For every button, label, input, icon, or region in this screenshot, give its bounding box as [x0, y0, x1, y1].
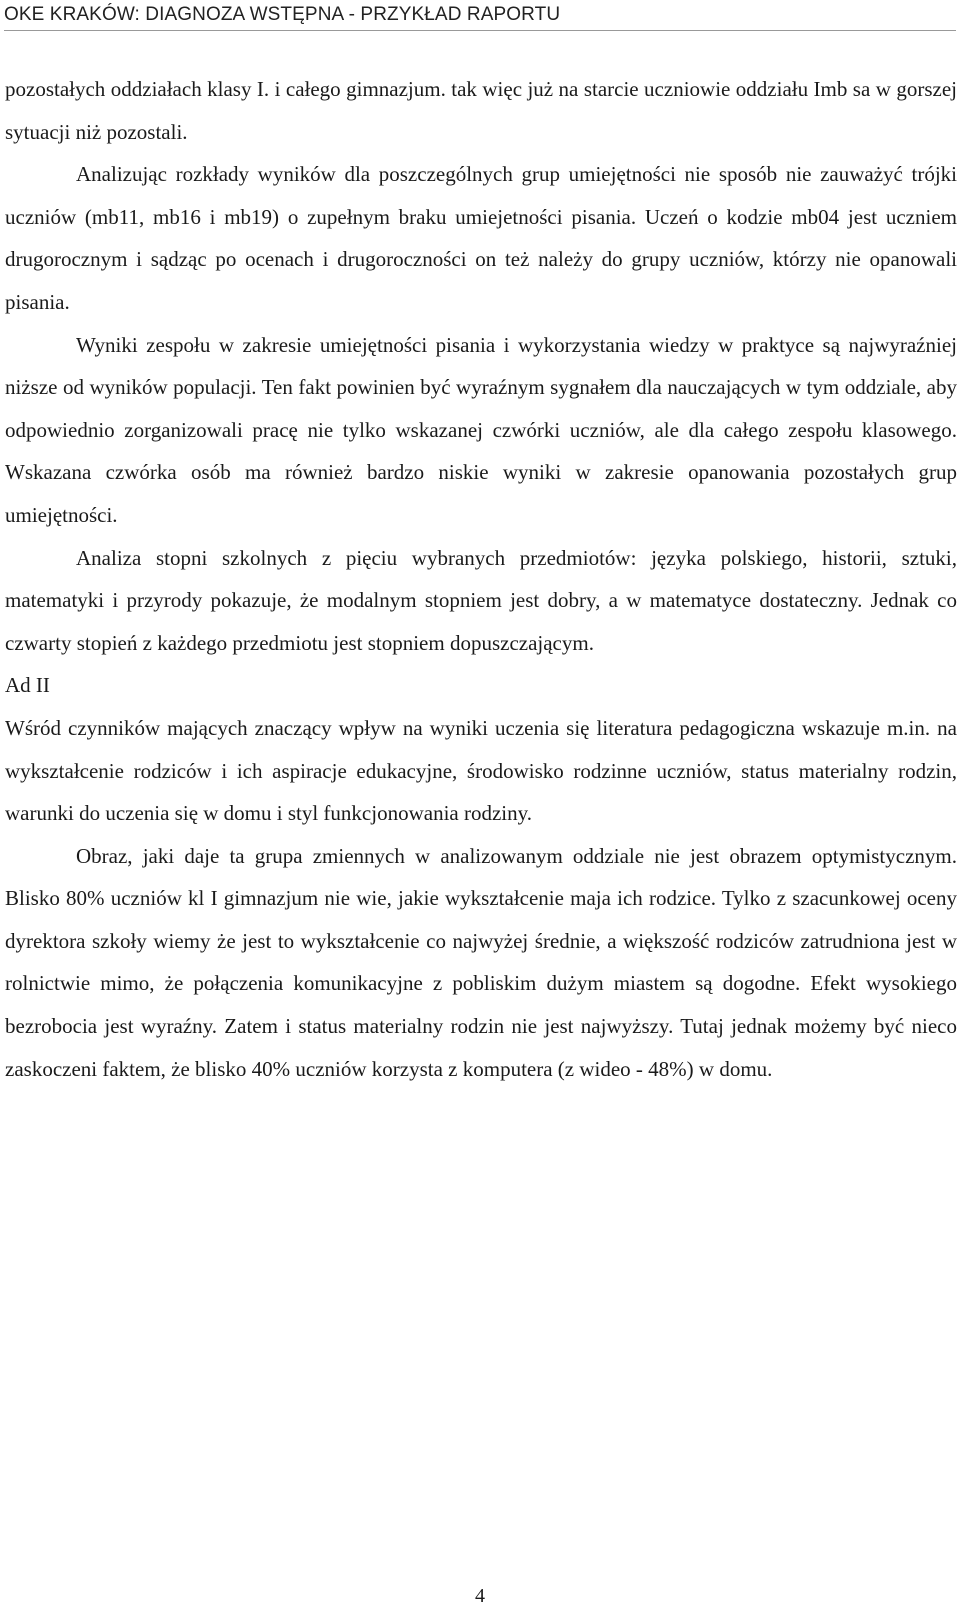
page-header: [4, 2, 956, 31]
paragraph: pozostałych oddziałach klasy I. i całego gimnazjum. tak więc już na starcie uczniowie oddziału Imb sa w gorszej sytuacji niż pozostali.: [5, 77, 957, 144]
section-heading: Ad II: [5, 673, 50, 698]
paragraph: Analizując rozkłady wyników dla poszczególnych grup umiejętności nie sposób nie zauważyć trójki uczniów (mb11, mb16 i mb19) o zupełnym braku umiejetności pisania. Uczeń o kodzie mb04 jest uczniem drugorocznym i sądząc po ocenach i drugoroczności on też należy do grupy uczniów, którzy nie opanowali pisania.: [5, 162, 957, 314]
page-number-value: 4: [475, 1585, 485, 1607]
header-title: OKE KRAKÓW: DIAGNOZA WSTĘPNA - PRZYKŁAD RAPORTU: [4, 4, 561, 25]
paragraph: Obraz, jaki daje ta grupa zmiennych w analizowanym oddziale nie jest obrazem optymistycznym. Blisko 80% uczniów kl I gimnazjum nie wie, jakie wykształcenie maja ich rodzice. Tylko z szacunkowej oceny dyrektora szkoły wiemy że jest to wykształcenie co najwyżej średnie, a większość rodziców zatrudniona jest w rolnictwie mimo, że połączenia komunikacyjne z pobliskim dużym miastem są dogodne. Efekt wysokiego bezrobocia jest wyraźny. Zatem i status materialny rodzin nie jest najwyższy. Tutaj jednak możemy być nieco zaskoczeni faktem, że blisko 40% uczniów korzysta z komputera (z wideo - 48%) w domu.: [5, 843, 957, 1081]
paragraph: Wśród czynników mających znaczący wpływ na wyniki uczenia się literatura pedagogiczna wskazuje m.in. na wykształcenie rodziców i ich aspiracje edukacyjne, środowisko rodzinne uczniów, status materialny rodzin, warunki do uczenia się w domu i styl funkcjonowania rodziny.: [5, 715, 957, 826]
document-body: [5, 68, 957, 1090]
paragraph: Analiza stopni szkolnych z pięciu wybranych przedmiotów: języka polskiego, historii, sztuki, matematyki i przyrody pokazuje, że modalnym stopniem jest dobry, a w matematyce dostateczny. Jednak co czwarty stopień z każdego przedmiotu jest stopniem dopuszczającym.: [5, 545, 957, 655]
paragraph: Wyniki zespołu w zakresie umiejętności pisania i wykorzystania wiedzy w praktyce są najwyraźniej niższe od wyników populacji. Ten fakt powinien być wyraźnym sygnałem dla nauczających w tym oddziale, aby odpowiednio zorganizowali pracę nie tylko wskazanej czwórki uczniów, ale dla całego zespołu klasowego. Wskazana czwórka osób ma również bardzo niskie wyniki w zakresie opanowania pozostałych grup umiejętności.: [5, 332, 957, 527]
page-number: [0, 1584, 960, 1608]
